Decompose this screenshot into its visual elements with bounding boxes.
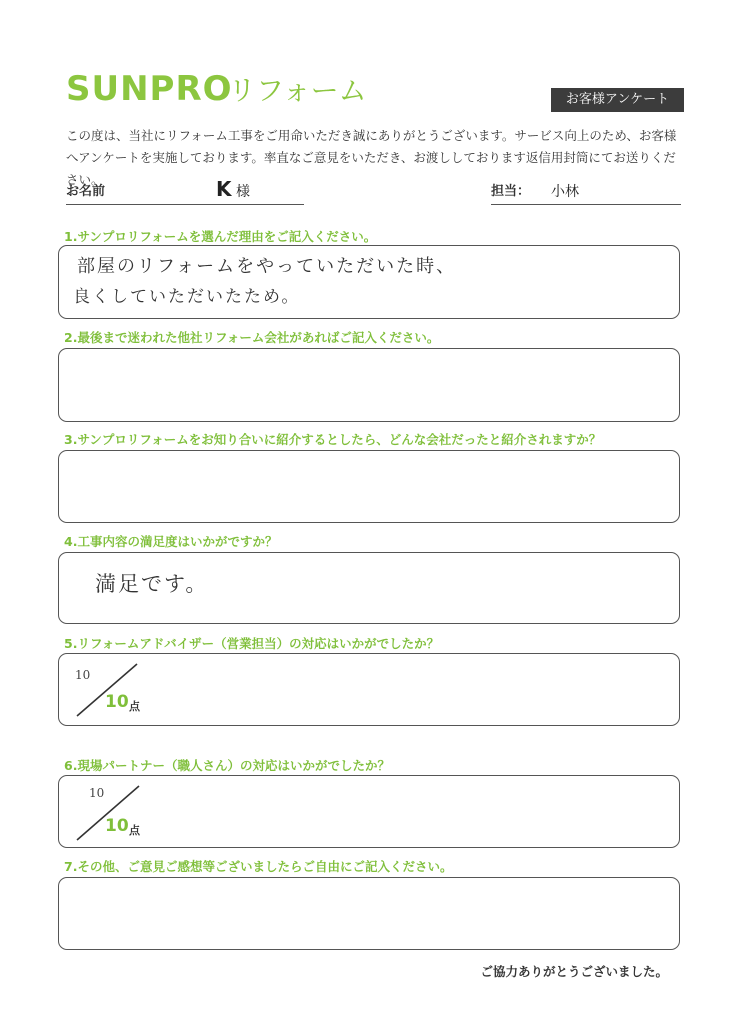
- question-2-label: 2.最後まで迷われた他社リフォーム会社があればご記入ください。: [64, 330, 440, 345]
- question-6-score: 10: [105, 816, 129, 836]
- name-value: K: [216, 177, 232, 201]
- question-7-label: 7.その他、ご意見ご感想等ございましたらご自由にご記入ください。: [64, 859, 453, 874]
- question-5-answer-box: [58, 653, 680, 726]
- question-1-answer-line-2: 良くしていただいたため。: [73, 287, 301, 307]
- question-3-label: 3.サンプロリフォームをお知り合いに紹介するとしたら、どんな会社だったと紹介されますか？: [64, 432, 602, 447]
- question-2-answer-box: [58, 348, 680, 422]
- staff-value: 小林: [551, 184, 579, 200]
- name-suffix: 様: [236, 184, 250, 200]
- question-4-label: 4.工事内容の満足度はいかがですか？: [64, 534, 278, 549]
- question-6-handwritten-note: 10: [89, 786, 105, 800]
- staff-label: 担当：: [491, 184, 531, 199]
- question-6-score-unit: 点: [129, 824, 140, 837]
- question-6-answer-box: [58, 775, 680, 848]
- name-field: [66, 177, 304, 205]
- intro-text: この度は、当社にリフォーム工事をご用命いただき誠にありがとうございます。サービス向上のため、お客様へアンケートを実施しております。率直なご意見をいただき、お渡ししております返信用封筒にてお送りください。: [66, 128, 677, 187]
- question-7-answer-box: [58, 877, 680, 950]
- question-3-answer-box: [58, 450, 680, 523]
- question-5-score-unit: 点: [129, 700, 140, 713]
- question-5-handwritten-note: 10: [75, 668, 91, 682]
- question-5-label: 5.リフォームアドバイザー（営業担当）の対応はいかがでしたか？: [64, 636, 440, 651]
- staff-field: [491, 180, 681, 205]
- name-label: お名前: [66, 184, 106, 199]
- logo-sunpro: SUNPRO: [66, 69, 233, 109]
- closing-message: ご協力ありがとうございました。: [480, 964, 668, 979]
- question-4-answer-box: [58, 552, 680, 624]
- question-5-score: 10: [105, 692, 129, 712]
- logo-reform: リフォーム: [228, 74, 367, 107]
- question-1-label: 1.サンプロリフォームを選んだ理由をご記入ください。: [64, 229, 377, 244]
- question-1-answer-line-1: 部屋のリフォームをやっていただいた時、: [77, 256, 457, 277]
- survey-badge: お客様アンケート: [551, 88, 684, 112]
- question-1-answer-box: [58, 245, 680, 319]
- question-4-answer-line-1: 満足です。: [95, 572, 209, 596]
- question-6-label: 6.現場パートナー（職人さん）の対応はいかがでしたか？: [64, 758, 390, 773]
